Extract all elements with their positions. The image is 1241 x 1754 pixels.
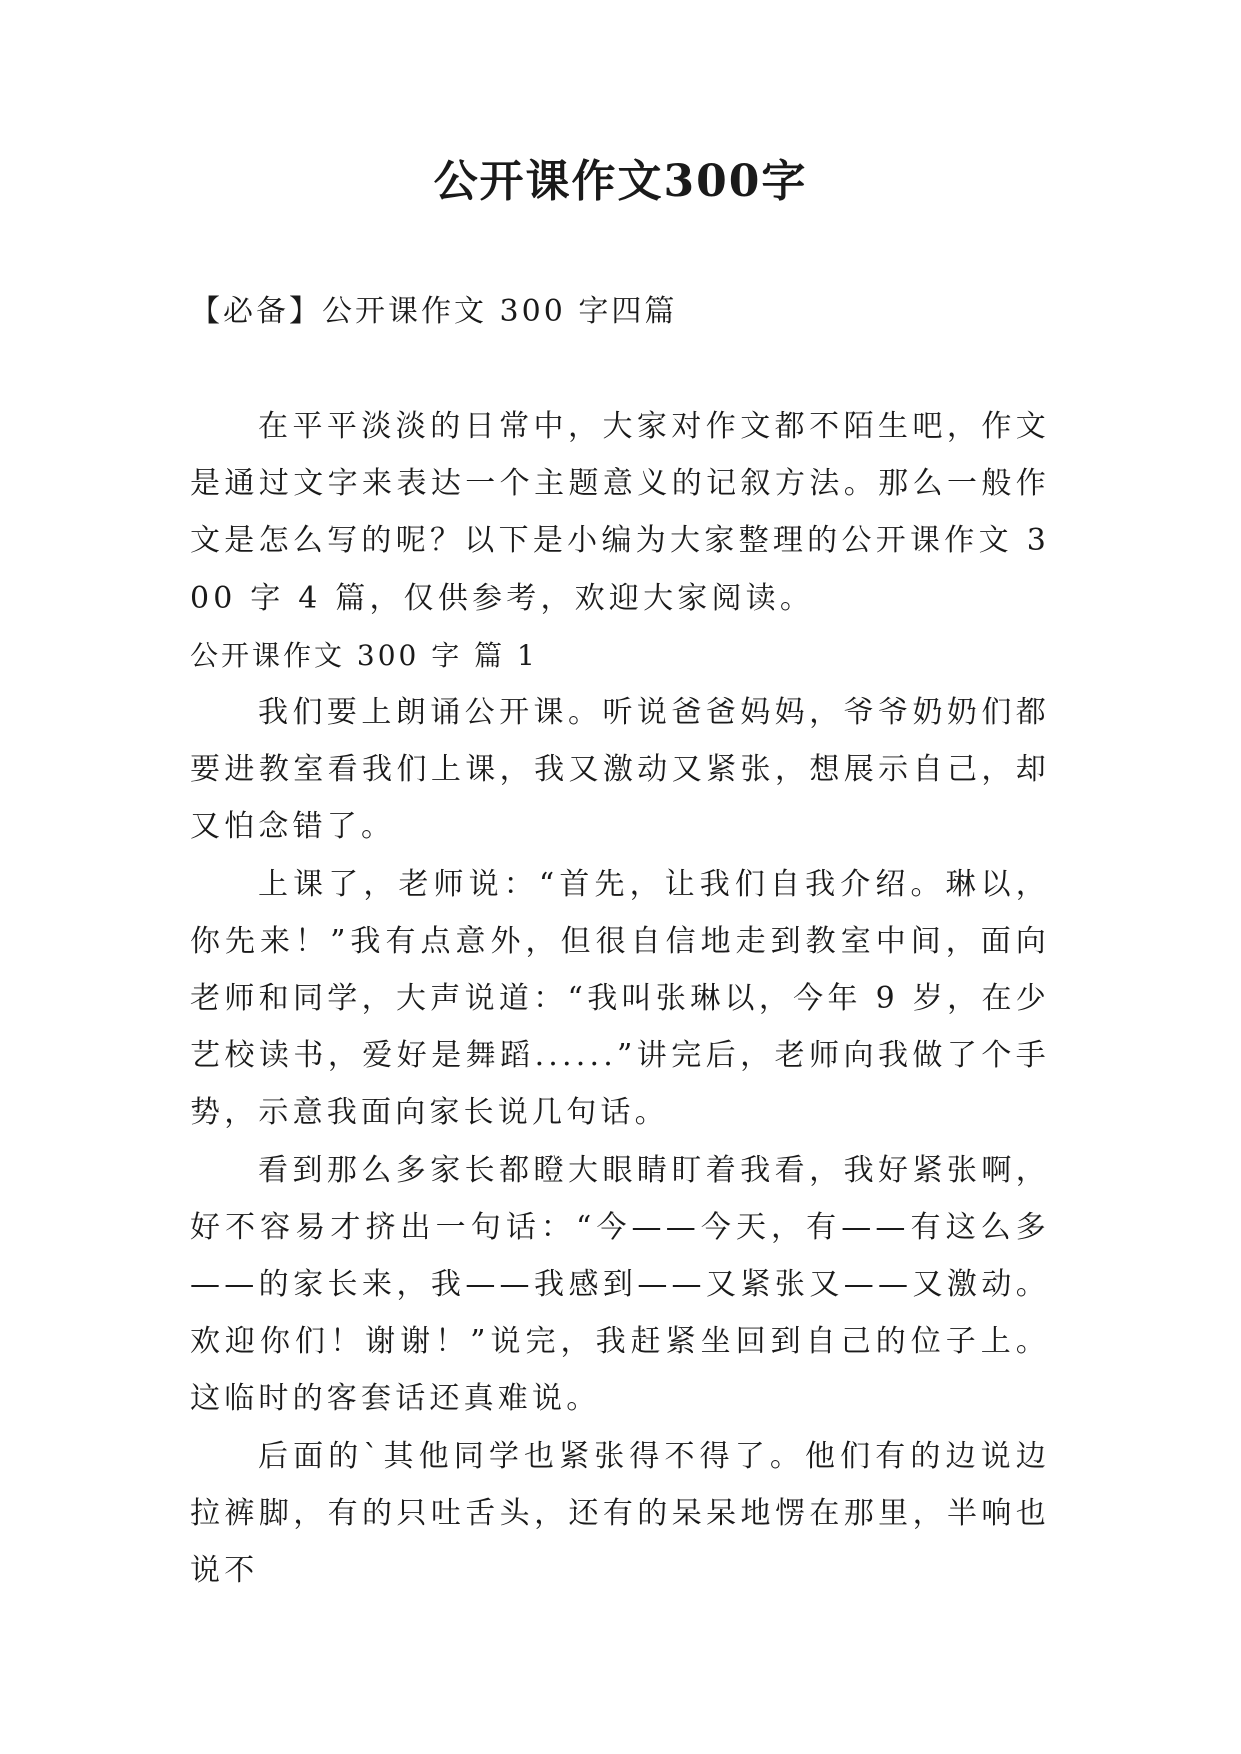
body-paragraph: 我们要上朗诵公开课。听说爸爸妈妈，爷爷奶奶们都要进教室看我们上课，我又激动又紧张，想展示自己，却又怕念错了。 bbox=[190, 695, 1050, 845]
intro-paragraph: 在平平淡淡的日常中，大家对作文都不陌生吧，作文是通过文字来表达一个主题意义的记叙方法。那么一般作文是怎么写的呢？以下是小编为大家整理的公开课作文 300 字 4 篇，仅供参考，欢迎大家阅读。 bbox=[190, 409, 1050, 616]
document-title: 公开课作文300字 bbox=[433, 156, 808, 207]
document-subtitle: 【必备】公开课作文 300 字四篇 bbox=[190, 294, 678, 329]
body-paragraph: 上课了，老师说：“首先，让我们自我介绍。琳以，你先来！”我有点意外，但很自信地走到教室中间，面向老师和同学，大声说道：“我叫张琳以，今年 9 岁，在少艺校读书，爱好是舞蹈......”讲完后，老师向我做了个手势，示意我面向家长说几句话。 bbox=[190, 866, 1050, 1131]
section-heading: 公开课作文 300 字 篇 1 bbox=[190, 638, 538, 672]
body-paragraph: 看到那么多家长都瞪大眼睛盯着我看，我好紧张啊，好不容易才挤出一句话：“今——今天，有——有这么多——的家长来，我——我感到——又紧张又——又激动。欢迎你们！谢谢！”说完，我赶紧坐回到自己的位子上。这临时的客套话还真难说。 bbox=[190, 1152, 1050, 1417]
body-paragraph: 后面的`其他同学也紧张得不得了。他们有的边说边拉裤脚，有的只吐舌头，还有的呆呆地愣在那里，半响也说不 bbox=[190, 1438, 1050, 1589]
document-body bbox=[190, 398, 1050, 1599]
